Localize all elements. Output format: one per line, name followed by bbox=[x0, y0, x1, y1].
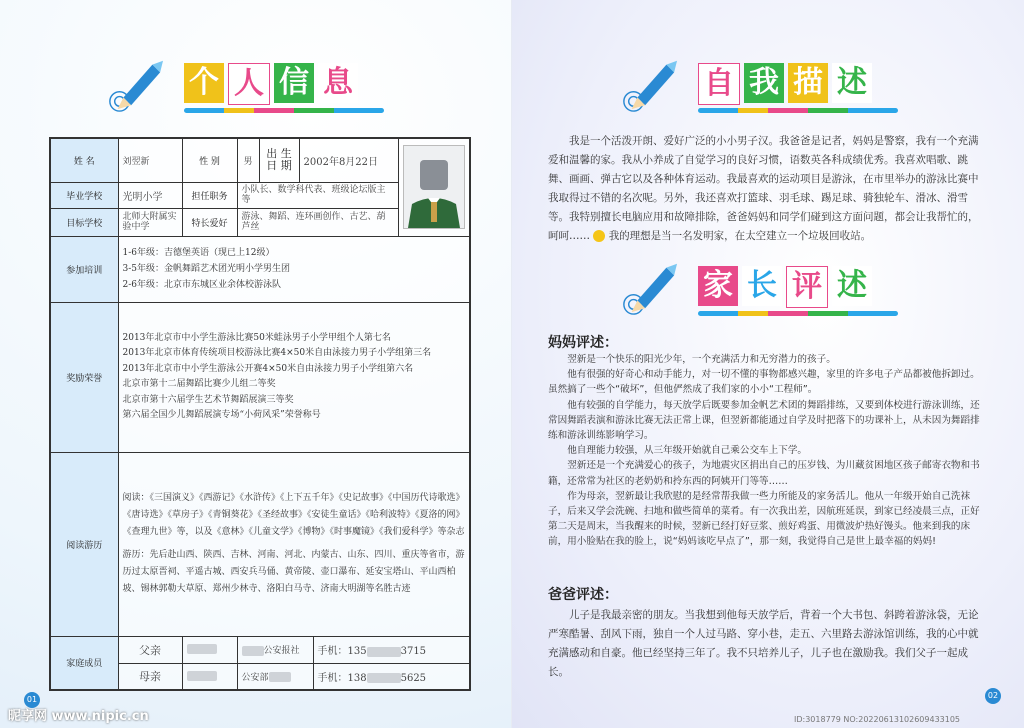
dad-comment-text: 儿子是我最亲密的朋友。当我想到他每天放学后，背着一个大书包、斜跨着游泳袋，无论严寒酷暑、刮风下雨，独自一个人过马路、穿小巷，走五、六里路去游泳馆训练，我的心中就充满感动和自豪。他已经坚持三年了。我不只培养儿子，儿子也在激励我。我们父子一起成长。 bbox=[548, 609, 979, 678]
father-label: 父亲 bbox=[118, 636, 182, 663]
mom-paragraph: 他有较强的自学能力，每天放学后既要参加金帆艺术团的舞蹈排练，又要到体校进行游泳训练，还常因舞蹈表演和游泳比赛无法正常上课，但翌新都能通过自学及时把落下的功课补上，从未因为舞蹈排练和游泳训练影响学习。 bbox=[548, 399, 980, 442]
mom-paragraph: 翌新是一个快乐的阳光少年，一个充满活力和无穷潜力的孩子。 bbox=[567, 354, 836, 365]
heading-underline bbox=[184, 108, 384, 113]
watermark-logo: 昵享网 www.nipic.cn bbox=[8, 709, 149, 724]
hobby-label: 特长爱好 bbox=[182, 208, 237, 236]
target-school-label: 目标学校 bbox=[50, 208, 118, 236]
self-description-part1: 我是一个活泼开朗、爱好广泛的小小男子汉。我爸爸是记者，妈妈是警察，我有一个充满爱和温馨的家。我从小养成了自觉学习的良好习惯，语数英各科成绩优秀。我喜欢唱歌、跳舞、画画、弹古它以及各种体育运动。我最喜欢的运动项目是游泳，在市里举办的游泳比赛中我取得过不错的名次呢。另外，我还喜欢打篮球、羽毛球、踢足球、骑独轮车、滑冰、滑雪等。我特别擅长电脑应用和故障排除，爸爸妈妈和同学们碰到这方面问题，都会让我帮忙的，呵呵…… bbox=[548, 135, 979, 242]
gender-label: 性 别 bbox=[182, 138, 237, 182]
training-label: 参加培训 bbox=[50, 236, 118, 302]
father-phone-label: 手机： bbox=[317, 646, 348, 657]
mother-org: 公安部 bbox=[241, 672, 269, 683]
award-item: 2013年北京市体育传统项目校游泳比赛4×50米自由泳接力男子小学组第三名 bbox=[122, 348, 432, 358]
page-number: 01 bbox=[24, 692, 40, 708]
father-name-redacted bbox=[182, 636, 237, 663]
title-tile: 评 bbox=[786, 266, 828, 308]
self-description-heading bbox=[620, 55, 940, 115]
awards-label: 奖励荣誉 bbox=[50, 302, 118, 452]
position-value: 小队长、数学科代表、班级论坛版主等 bbox=[237, 182, 398, 208]
title-tile: 描 bbox=[788, 63, 828, 103]
title-tile: 长 bbox=[742, 266, 782, 306]
birth-label: 出 生 日 期 bbox=[259, 138, 299, 182]
portrait-image bbox=[404, 146, 464, 228]
mom-paragraph: 翌新还是一个充满爱心的孩子，为地震灾区捐出自己的压岁钱、为川藏贫困地区孩子邮寄衣物和书籍，还常常为社区的老奶奶和拎东西的阿姨开门等等…… bbox=[548, 460, 980, 487]
title-tile: 人 bbox=[228, 63, 270, 105]
title-tile: 自 bbox=[698, 63, 740, 105]
father-org: 公安报社 bbox=[263, 646, 300, 656]
parent-comment-heading bbox=[620, 258, 940, 318]
title-tile: 述 bbox=[832, 63, 872, 103]
title-tile: 息 bbox=[318, 63, 358, 103]
self-description-text bbox=[548, 132, 988, 246]
gender-value: 男 bbox=[237, 138, 259, 182]
personal-info-heading bbox=[106, 55, 436, 115]
mother-name-redacted bbox=[182, 663, 237, 690]
title-tile: 我 bbox=[744, 63, 784, 103]
mother-phone-tail: 5625 bbox=[400, 672, 427, 684]
award-item: 北京市第十六届学生艺术节舞蹈展演三等奖 bbox=[122, 394, 294, 405]
birth-value: 2002年8月22日 bbox=[299, 138, 398, 182]
school-value: 光明小学 bbox=[118, 182, 182, 208]
awards-list bbox=[118, 302, 470, 452]
self-description-part2: 我的理想是当一名发明家，在太空建立一个垃圾回收站。 bbox=[608, 230, 872, 242]
mom-comment-text bbox=[548, 352, 988, 550]
training-list bbox=[118, 236, 470, 302]
watermark-id: ID:3018779 NO:20220613102609433105 bbox=[794, 715, 961, 724]
title-tile: 个 bbox=[184, 63, 224, 103]
right-page bbox=[512, 0, 1024, 728]
position-label: 担任职务 bbox=[182, 182, 237, 208]
travel-text: 游历：先后赴山西、陕西、吉林、河南、河北、内蒙古、山东、四川、重庆等省市，游历过太原晋祠、平遥古城、西安兵马俑、黄帝陵、壶口瀑布、延安宝塔山、平山西柏坡、锡林郭勒大草原、郑州少林寺、洛阳白马寺、济南大明湖等名胜古迹 bbox=[122, 550, 465, 594]
reading-label: 阅读游历 bbox=[50, 452, 118, 636]
hobby-value: 游泳、舞蹈、连环画创作、古艺、葫芦丝 bbox=[237, 208, 398, 236]
mother-phone-label: 手机： bbox=[317, 672, 348, 684]
heading-underline bbox=[698, 311, 898, 316]
father-phone: 135 bbox=[347, 646, 367, 657]
smiley-icon bbox=[593, 230, 605, 242]
mother-label: 母亲 bbox=[118, 663, 182, 690]
mom-paragraph: 他自理能力较强，从三年级开始就自己乘公交车上下学。 bbox=[567, 445, 808, 457]
award-item: 北京市第十二届舞蹈比赛少儿组二等奖 bbox=[122, 379, 276, 389]
mother-phone-cell bbox=[313, 663, 470, 690]
mother-phone: 138 bbox=[347, 672, 367, 684]
training-item: 2-6年级：北京市东城区业余体校游泳队 bbox=[122, 280, 281, 290]
page-number: 02 bbox=[985, 688, 1001, 704]
mom-paragraph: 作为母亲，翌新最让我欣慰的是经常帮我做一些力所能及的家务活儿。他从一年级开始自己洗袜子，后来又学会洗碗、扫地和做些简单的菜肴。有一次我出差，因航班延误，到家已经凌晨三点，正好第二天是周末，当我醒来的时候，翌新已经打好豆浆、煎好鸡蛋、用微波炉热好馒头。他来到我的床前，用小脸贴在我的脸上，说“妈妈该吃早点了”，那一刻，我觉得自己是世上最幸福的妈妈! bbox=[548, 490, 980, 548]
personal-info-table bbox=[49, 137, 471, 691]
award-item: 第六届全国少儿舞蹈展演专场“小荷风采”荣誉称号 bbox=[122, 410, 321, 420]
mom-comment-heading: 妈妈评述： bbox=[548, 335, 618, 351]
reading-travel-cell bbox=[118, 452, 470, 636]
award-item: 2013年北京市中小学生游泳比赛50米蛙泳男子小学甲组个人第七名 bbox=[122, 332, 391, 343]
reading-text: 阅读：《三国演义》《西游记》《水浒传》《上下五千年》《史记故事》《中国历代诗歌选》《唐诗选》《草房子》《青铜葵花》《圣经故事》《安徒生童话》《哈利波特》《夏洛的网》《查理九世》等，以及《意林》《儿童文学》《博物》《时事魔镜》《我们爱科学》等杂志 bbox=[122, 493, 465, 537]
award-item: 2013年北京市中小学生游泳公开赛4×50米自由泳接力男子小学组第六名 bbox=[122, 363, 414, 374]
dad-comment-heading: 爸爸评述： bbox=[548, 587, 618, 603]
title-tile: 信 bbox=[274, 63, 314, 103]
training-item: 3-5年级：金帆舞蹈艺术团光明小学男生团 bbox=[122, 264, 290, 274]
student-photo bbox=[398, 138, 470, 236]
mom-paragraph: 他有很强的好奇心和动手能力，对一切不懂的事物都感兴趣，家里的许多电子产品都被他拆卸过。虽然搞了一些个“破坏”，但他俨然成了我们家的小小“工程师”。 bbox=[548, 369, 980, 396]
target-school-value: 北师大附属实验中学 bbox=[118, 208, 182, 236]
father-org-cell bbox=[237, 636, 313, 663]
father-phone-tail: 3715 bbox=[400, 646, 427, 657]
heading-underline bbox=[698, 108, 898, 113]
training-item: 1-6年级：吉德堡英语（现已上12级） bbox=[122, 248, 275, 258]
title-tile: 述 bbox=[832, 266, 872, 306]
family-label: 家庭成员 bbox=[50, 636, 118, 690]
title-tile: 家 bbox=[698, 266, 738, 306]
pencil-icon bbox=[620, 55, 678, 113]
name-label: 姓 名 bbox=[50, 138, 118, 182]
pencil-icon bbox=[620, 258, 678, 316]
father-phone-cell bbox=[313, 636, 470, 663]
name-value: 刘翌新 bbox=[118, 138, 182, 182]
mother-org-cell bbox=[237, 663, 313, 690]
pencil-icon bbox=[106, 55, 164, 113]
school-label: 毕业学校 bbox=[50, 182, 118, 208]
